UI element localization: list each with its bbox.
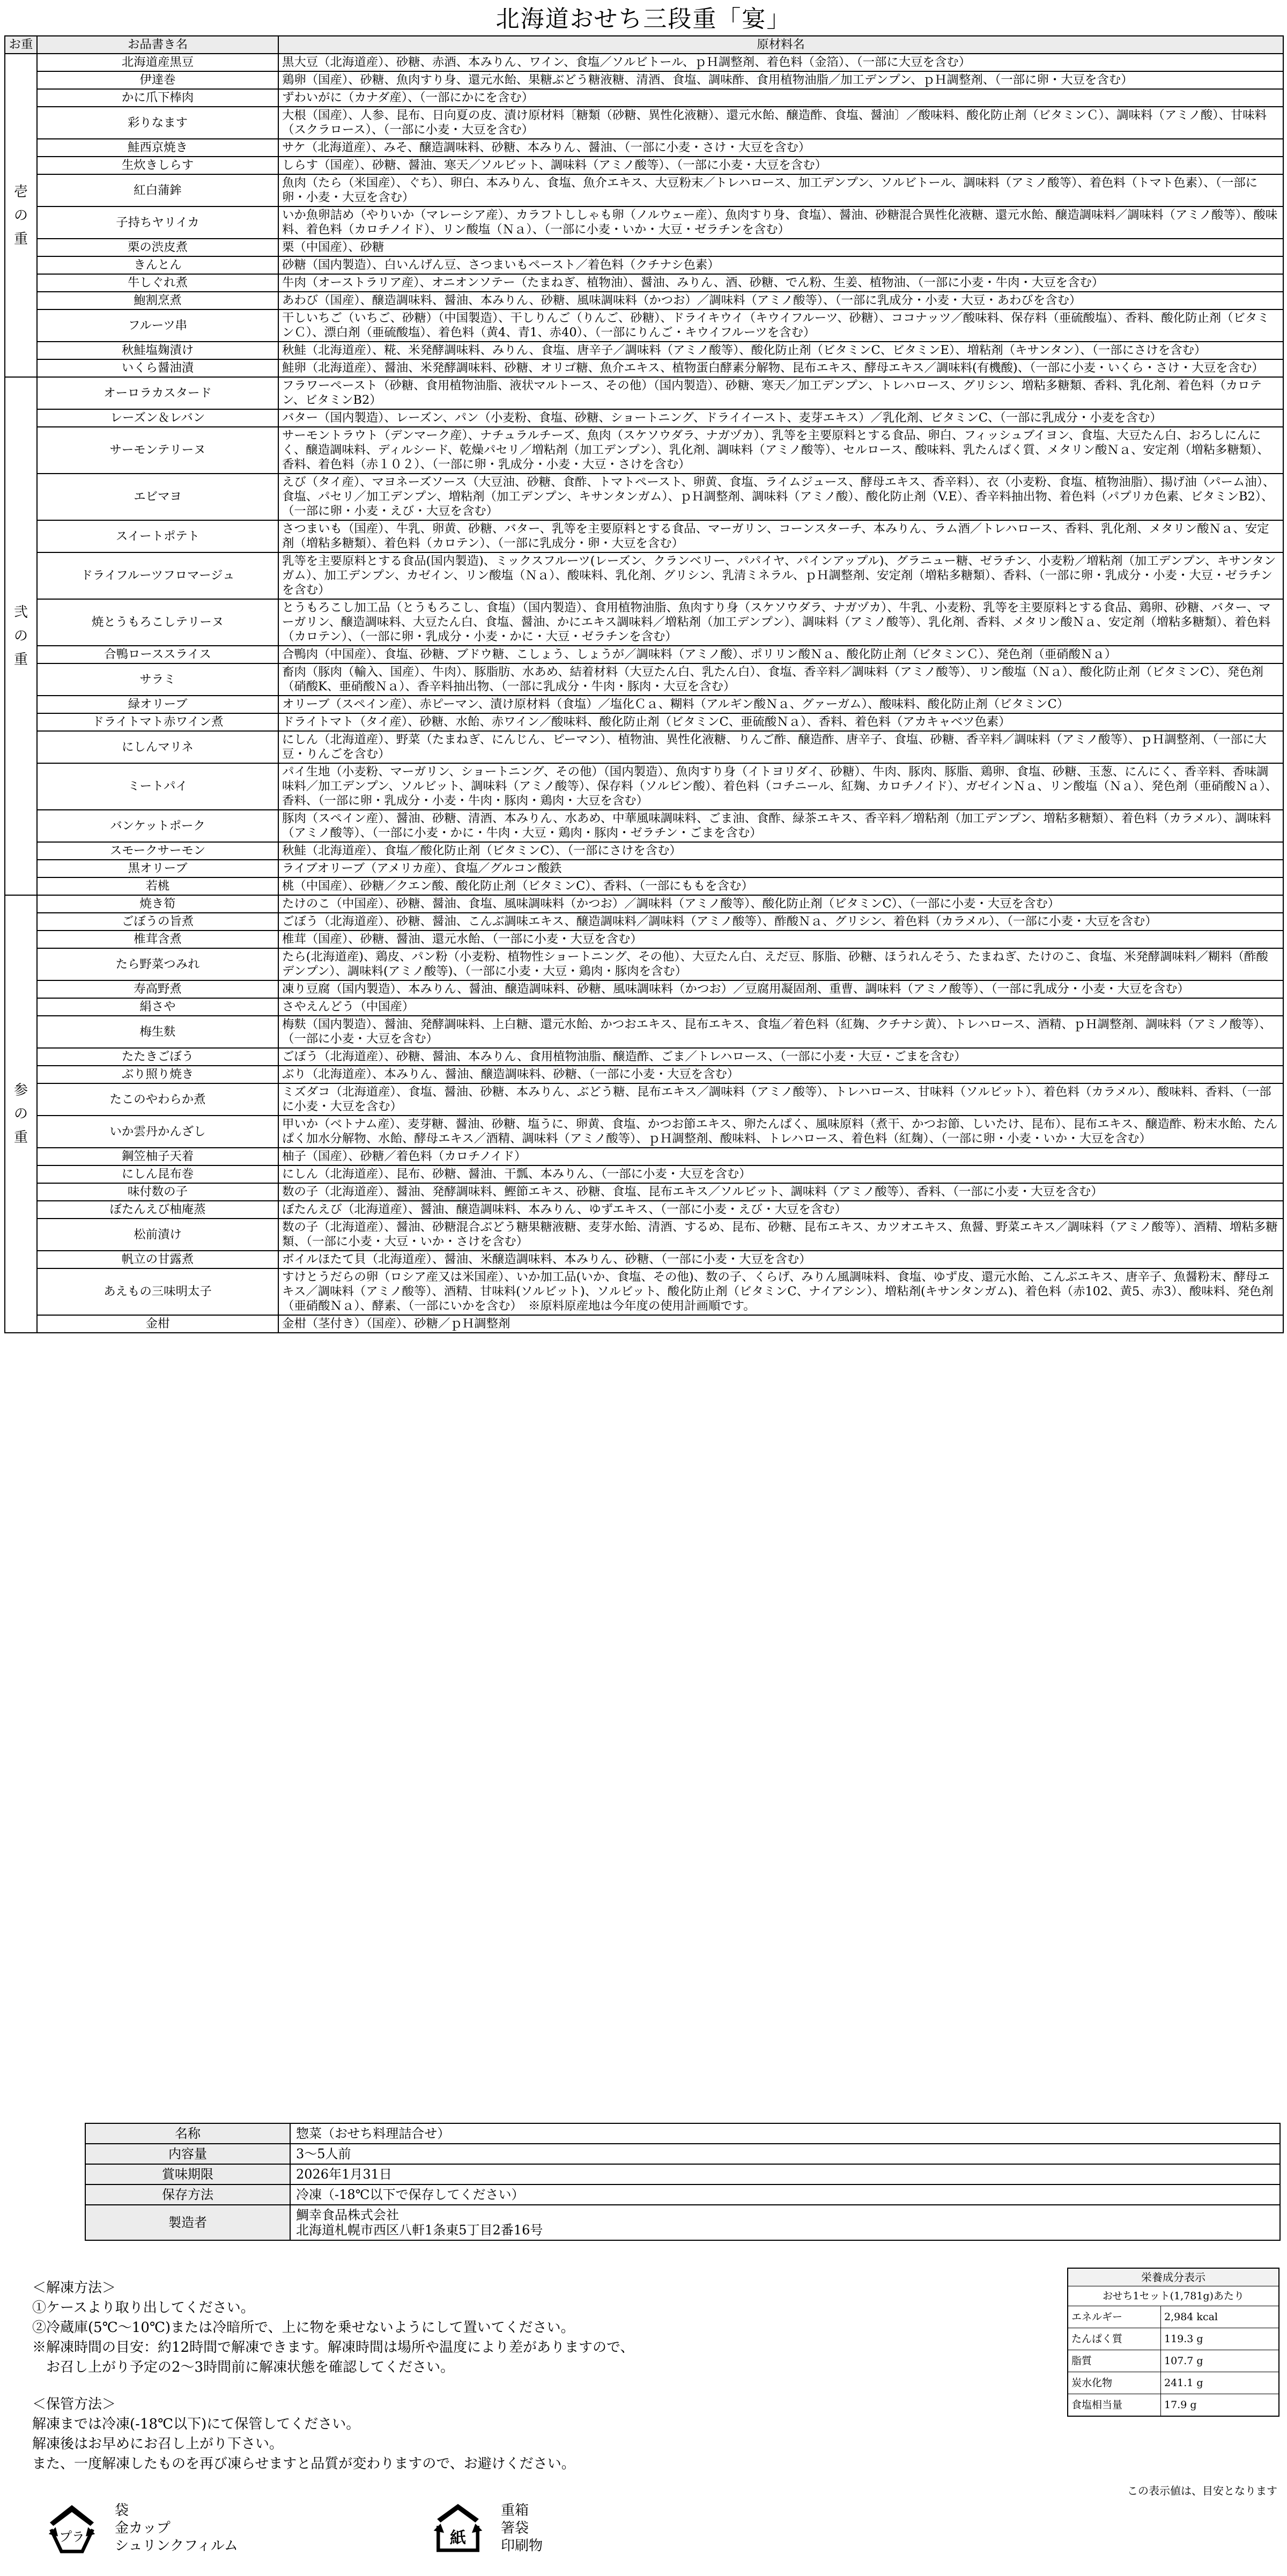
thaw-line: ※解凍時間の目安：約12時間で解凍できます。解凍時間は場所や温度により差がありますので、 <box>32 2339 634 2356</box>
info-value <box>290 2164 1280 2184</box>
paper-symbol: 紙 <box>449 2529 467 2548</box>
info-row <box>85 2144 1280 2164</box>
item-raw-materials: 金柑（茎付き）（国産）、砂糖／ｐＨ調整剤 <box>278 1315 1283 1333</box>
nutrition-facts-box <box>1067 2268 1279 2417</box>
thaw-line: ②冷蔵庫(5℃～10℃)または冷暗所で、上に物を乗せないようにして置いてください。 <box>32 2320 575 2336</box>
info-value-line: 3～5人前 <box>296 2146 351 2161</box>
table-row <box>5 980 1283 998</box>
nutrition-value: 241.1 g <box>1161 2372 1279 2394</box>
storage-line: また、一度解凍したものを再び凍らせますと品質が変わりますので、お避けください。 <box>32 2456 575 2472</box>
item-name: バンケットポーク <box>37 810 278 842</box>
nutrition-label: エネルギー <box>1068 2306 1161 2328</box>
tier-label <box>5 377 37 895</box>
nutrition-basis: おせち1セット(1,781g)あたり <box>1068 2286 1278 2306</box>
handling-notes <box>32 2278 1051 2474</box>
table-row <box>5 89 1283 107</box>
table-row <box>5 292 1283 309</box>
nutrition-value: 107.7 g <box>1161 2350 1279 2372</box>
item-raw-materials: とうもろこし加工品（とうもろこし、食塩）（国内製造）、食用植物油脂、魚肉すり身（スケソウダラ、ナガヅカ）、牛乳、小麦粉、乳等を主要原料とする食品、鶏卵、砂糖、バター、マーガリン、醸造調味料、大豆たん白、食塩、醤油、かにエキス調味料／増粘剤（加工デンプン）、調味料（アミノ酸等）、乳化剤、香料、メタリン酸Ｎａ、安定剤（増粘多糖類）、着色料（カロテン）、（一部に卵・乳成分・小麦・かに・大豆・ゼラチンを含む） <box>278 599 1283 646</box>
info-label: 名称 <box>85 2123 290 2144</box>
item-raw-materials: 黒大豆（北海道産）、砂糖、赤酒、本みりん、ワイン、食塩／ソルビトール、ｐＨ調整剤、着色料（金箔）、（一部に大豆を含む） <box>278 54 1283 71</box>
item-name: かに爪下棒肉 <box>37 89 278 107</box>
item-name: 鮑割烹煮 <box>37 292 278 309</box>
item-name: 生炊きしらす <box>37 157 278 174</box>
item-raw-materials: 乳等を主要原料とする食品(国内製造)、ミックスフルーツ(レーズン、クランベリー、パパイヤ、パインアップル)、グラニュー糖、ゼラチン、小麦粉／増粘剤（加工デンプン、キサンタンガム）、加工デンプン、カゼイン、リン酸塩（Ｎａ）、酸味料、乳化剤、グリシン、乳清ミネラル、ｐＨ調整剤、安定剤（増粘多糖類）、香料、（一部に卵・乳成分・小麦・大豆・ゼラチンを含む） <box>278 552 1283 599</box>
table-row <box>5 998 1283 1016</box>
item-raw-materials: 畜肉（豚肉（輸入、国産）、牛肉）、豚脂肪、水あめ、結着材料（大豆たん白、乳たん白）、食塩、香辛料／調味料（アミノ酸等）、リン酸塩（Ｎａ）、酸化防止剤（ビタミンC）、発色剤（硝酸K、亜硝酸Ｎａ）、香辛料抽出物、（一部に乳成分・牛肉・豚肉・大豆を含む） <box>278 663 1283 696</box>
item-name: 焼き筍 <box>37 895 278 913</box>
item-name: 梅生麩 <box>37 1016 278 1048</box>
tier-label-text: 参の重 <box>13 1082 28 1146</box>
table-row <box>5 1165 1283 1183</box>
table-row <box>5 274 1283 292</box>
item-raw-materials: 栗（中国産）、砂糖 <box>278 239 1283 256</box>
item-raw-materials: ボイルほたて貝（北海道産）、醤油、米醸造調味料、本みりん、砂糖、（一部に小麦・大豆を含む） <box>278 1251 1283 1268</box>
table-row <box>5 377 1283 409</box>
item-raw-materials: 凍り豆腐（国内製造）、本みりん、醤油、醸造調味料、砂糖、風味調味料（かつお）／豆腐用凝固剤、重曹、調味料（アミノ酸等）、（一部に乳成分・小麦・大豆を含む） <box>278 980 1283 998</box>
table-row <box>5 877 1283 895</box>
item-name: 秋鮭塩麹漬け <box>37 342 278 359</box>
table-row <box>5 1251 1283 1268</box>
info-value-line: 鯛幸食品株式会社 <box>296 2208 399 2223</box>
item-raw-materials: 甲いか（ベトナム産）、麦芽糖、醤油、砂糖、塩うに、卵黄、食塩、かつお節エキス、卵たんぱく、風味原料（煮干、かつお節、しいたけ、昆布）、昆布エキス、醸造酢、粉末水飴、たんぱく加水分解物、水飴、酵母エキス／酒精、調味料（アミノ酸等）、ｐＨ調整剤、酸味料、トレハロース、着色料（紅麹）、（一部に卵・小麦・いか・大豆を含む） <box>278 1116 1283 1148</box>
item-raw-materials: ずわいがに（カナダ産）、（一部にかにを含む） <box>278 89 1283 107</box>
item-raw-materials: オリーブ（スペイン産）、赤ピーマン、漬け原材料（食塩）／塩化Ｃａ、糊料（アルギン酸Ｎａ、グァーガム）、酸味料、酸化防止剤（ビタミンC） <box>278 696 1283 713</box>
nutrition-label: 炭水化物 <box>1068 2372 1161 2394</box>
nutrition-value: 119.3 g <box>1161 2328 1279 2350</box>
table-row <box>5 948 1283 980</box>
nutrition-title: 栄養成分表示 <box>1068 2269 1278 2286</box>
item-raw-materials: 数の子（北海道産）、醤油、発酵調味料、鰹節エキス、砂糖、食塩、昆布エキス／ソルビット、調味料（アミノ酸等）、香料、（一部に小麦・大豆を含む） <box>278 1183 1283 1201</box>
table-row <box>5 1083 1283 1116</box>
item-name: 鋼笠柚子天着 <box>37 1148 278 1165</box>
table-row <box>5 1219 1283 1251</box>
item-raw-materials: 秋鮭（北海道産）、糀、米発酵調味料、みりん、食塩、唐辛子／調味料（アミノ酸等）、酸化防止剤（ビタミンC、ビタミンE）、増粘剤（キサンタン）、（一部にさけを含む） <box>278 342 1283 359</box>
info-value-line: 2026年1月31日 <box>296 2167 392 2182</box>
item-name: 帆立の甘露煮 <box>37 1251 278 1268</box>
table-row <box>5 520 1283 552</box>
table-row <box>5 731 1283 763</box>
item-raw-materials: サケ（北海道産）、みそ、醸造調味料、砂糖、本みりん、醤油、（一部に小麦・さけ・大豆を含む） <box>278 139 1283 157</box>
table-row <box>5 54 1283 71</box>
thaw-line: ①ケースより取り出してください。 <box>32 2300 255 2316</box>
item-name: サラミ <box>37 663 278 696</box>
plastic-symbol: プラ <box>59 2529 85 2544</box>
table-row <box>5 1183 1283 1201</box>
ingredients-table <box>4 35 1284 1333</box>
table-row <box>5 342 1283 359</box>
table-row <box>5 552 1283 599</box>
item-name: 緑オリーブ <box>37 696 278 713</box>
table-row <box>5 107 1283 139</box>
plastic-item: シュリンクフィルム <box>115 2537 238 2554</box>
item-name: にしん昆布巻 <box>37 1165 278 1183</box>
header-item-name: お品書き名 <box>37 36 278 54</box>
nutrition-label: 脂質 <box>1068 2350 1161 2372</box>
item-name: たら野菜つみれ <box>37 948 278 980</box>
product-info-table <box>85 2123 1281 2241</box>
item-name: サーモンテリーヌ <box>37 427 278 474</box>
item-name: スモークサーモン <box>37 842 278 860</box>
item-raw-materials: フラワーペースト（砂糖、食用植物油脂、液状マルトース、その他）（国内製造）、砂糖、寒天／加工デンプン、トレハロース、グリシン、増粘多糖類、香料、乳化剤、着色料（カロテン、ビタミンB2） <box>278 377 1283 409</box>
item-raw-materials: 豚肉（スペイン産）、醤油、砂糖、清酒、本みりん、水あめ、中華風味調味料、ごま油、食酢、緑茶エキス、香辛料／増粘剤（加工デンプン、増粘多糖類）、着色料（カラメル）、調味料（アミノ酸等）、（一部に小麦・かに・牛肉・大豆・鶏肉・豚肉・ゼラチン・ごまを含む） <box>278 810 1283 842</box>
table-row <box>5 646 1283 663</box>
item-name: レーズン＆レバン <box>37 409 278 427</box>
table-row <box>5 713 1283 731</box>
table-row <box>5 1268 1283 1315</box>
info-label: 内容量 <box>85 2144 290 2164</box>
table-row <box>5 860 1283 877</box>
item-raw-materials: しらす（国産）、砂糖、醤油、寒天／ソルビット、調味料（アミノ酸等）、（一部に小麦・大豆を含む） <box>278 157 1283 174</box>
tier-label <box>5 895 37 1333</box>
item-name: いくら醤油漬 <box>37 359 278 377</box>
plastic-recycle-icon <box>43 2499 101 2557</box>
nutrition-value: 17.9 g <box>1164 2399 1197 2411</box>
item-name: オーロラカスタード <box>37 377 278 409</box>
info-value <box>290 2123 1280 2144</box>
table-row <box>5 842 1283 860</box>
item-name: 若桃 <box>37 877 278 895</box>
item-raw-materials: にしん（北海道産）、昆布、砂糖、醤油、干瓢、本みりん、（一部に小麦・大豆を含む） <box>278 1165 1283 1183</box>
ingredients-body <box>5 54 1283 1333</box>
table-header-row <box>5 36 1283 54</box>
info-value-line: 北海道札幌市西区八軒1条東5丁目2番16号 <box>296 2223 543 2238</box>
nutrition-row <box>1068 2306 1278 2328</box>
item-name: いか雲丹かんざし <box>37 1116 278 1148</box>
item-name: たこのやわらか煮 <box>37 1083 278 1116</box>
header-tier: お重 <box>5 36 37 54</box>
item-name: 鮭西京焼き <box>37 139 278 157</box>
item-name: 焼とうもろこしテリーヌ <box>37 599 278 646</box>
plastic-item: 金カップ <box>115 2520 171 2536</box>
item-raw-materials: 大根（国産）、人参、昆布、日向夏の皮、漬け原材料〔糖類（砂糖、異性化液糖）、還元水飴、醸造酢、食塩、醤油〕／酸味料、酸化防止剤（ビタミンＣ）、調味料（アミノ酸）、甘味料（スクラロース）、（一部に小麦・大豆を含む） <box>278 107 1283 139</box>
item-raw-materials: たけのこ（中国産）、砂糖、醤油、食塩、風味調味料（かつお）／調味料（アミノ酸等）、酸化防止剤（ビタミンC）、（一部に小麦・大豆を含む） <box>278 895 1283 913</box>
table-row <box>5 359 1283 377</box>
nutrition-label: たんぱく質 <box>1068 2328 1161 2350</box>
table-row <box>5 71 1283 89</box>
tier-label-text: 弐の重 <box>13 604 28 668</box>
table-row <box>5 599 1283 646</box>
paper-item: 印刷物 <box>501 2537 543 2554</box>
item-name: ドライトマト赤ワイン煮 <box>37 713 278 731</box>
item-raw-materials: にしん（北海道産）、野菜（たまねぎ、にんじん、ピーマン）、植物油、異性化液糖、りんご酢、醸造酢、唐辛子、食塩、砂糖、香辛料／調味料（アミノ酸等）、ｐＨ調整剤、（一部に大豆・りんごを含む） <box>278 731 1283 763</box>
table-row <box>5 239 1283 256</box>
table-row <box>5 1201 1283 1219</box>
table-row <box>5 1148 1283 1165</box>
nutrition-label: 食塩相当量 <box>1068 2394 1161 2416</box>
nutrition-value: 2,984 kcal <box>1161 2306 1279 2328</box>
info-row <box>85 2205 1280 2240</box>
table-row <box>5 474 1283 520</box>
item-raw-materials: ぶり（北海道産）、本みりん、醤油、醸造調味料、砂糖、（一部に小麦・大豆を含む） <box>278 1066 1283 1083</box>
info-label: 製造者 <box>85 2205 290 2240</box>
item-raw-materials: 合鴨肉（中国産）、食塩、砂糖、ブドウ糖、こしょう、しょうが／調味料（アミノ酸）、ポリリン酸Ｎａ、酸化防止剤（ビタミンＣ）、発色剤（亜硝酸Ｎａ） <box>278 646 1283 663</box>
item-raw-materials: 砂糖（国内製造）、白いんげん豆、さつまいもペースト／着色料（クチナシ色素） <box>278 256 1283 274</box>
item-name: あえもの三味明太子 <box>37 1268 278 1315</box>
item-name: 子持ちヤリイカ <box>37 206 278 239</box>
item-raw-materials: パイ生地（小麦粉、マーガリン、ショートニング、その他）（国内製造）、魚肉すり身（イトヨリダイ、砂糖）、牛肉、豚肉、豚脂、鶏卵、食塩、砂糖、玉葱、にんにく、香辛料、香味調味料／加工デンプン、ソルビット、調味料（アミノ酸等）、保存料（ソルビン酸）、着色料（コチニール、紅麹、カロチノイド）、ガゼインＮａ、リン酸塩（Ｎａ）、発色剤（亜硝酸Ｎａ）、香料、（一部に卵・乳成分・小麦・牛肉・豚肉・鶏肉・大豆を含む） <box>278 763 1283 810</box>
table-row <box>5 256 1283 274</box>
item-name: 椎茸含煮 <box>37 931 278 948</box>
info-value <box>290 2205 1280 2240</box>
item-raw-materials: たら(北海道産)、鶏皮、パン粉（小麦粉、植物性ショートニング、その他）、大豆たん白、えだ豆、豚脂、砂糖、ほうれんそう、たまねぎ、たけのこ、食塩、米発酵調味料／糊料（酢酸デンプン）、調味料(アミノ酸等)、（一部に小麦・大豆・鶏肉・豚肉を含む） <box>278 948 1283 980</box>
table-row <box>5 1016 1283 1048</box>
item-raw-materials: ごぼう（北海道産）、砂糖、醤油、こんぶ調味エキス、醸造調味料／調味料（アミノ酸等）、酢酸Ｎａ、グリシン、着色料（カラメル）、（一部に小麦・大豆を含む） <box>278 913 1283 931</box>
item-name: 黒オリーブ <box>37 860 278 877</box>
table-row <box>5 763 1283 810</box>
paper-recycle-mark <box>429 2499 543 2557</box>
item-raw-materials: 柚子（国産）、砂糖／着色料（カロチノイド） <box>278 1148 1283 1165</box>
header-raw-materials: 原材料名 <box>278 36 1283 54</box>
storage-heading: ＜保管方法＞ <box>32 2396 116 2412</box>
item-raw-materials: 椎茸（国産）、砂糖、醤油、還元水飴、（一部に小麦・大豆を含む） <box>278 931 1283 948</box>
paper-recycle-icon <box>429 2499 487 2557</box>
item-raw-materials: さつまいも（国産）、牛乳、卵黄、砂糖、バター、乳等を主要原料とする食品、マーガリン、コーンスターチ、本みりん、ラム酒／トレハロース、香料、乳化剤、メタリン酸Ｎａ、安定剤（増粘多糖類）、着色料（カロテン）、（一部に乳成分・卵・大豆を含む） <box>278 520 1283 552</box>
paper-item: 箸袋 <box>501 2520 529 2536</box>
nutrition-row <box>1068 2328 1278 2350</box>
item-raw-materials: 鶏卵（国産）、砂糖、魚肉すり身、還元水飴、果糖ぶどう糖液糖、清酒、食塩、調味酢、食用植物油脂／加工デンプン、ｐＨ調整剤、（一部に卵・大豆を含む） <box>278 71 1283 89</box>
table-row <box>5 157 1283 174</box>
item-name: 伊達巻 <box>37 71 278 89</box>
item-name: ドライフルーツフロマージュ <box>37 552 278 599</box>
table-row <box>5 1048 1283 1066</box>
item-name: きんとん <box>37 256 278 274</box>
info-row <box>85 2164 1280 2184</box>
item-raw-materials: いか魚卵詰め（やりいか（マレーシア産）、カラフトししゃも卵（ノルウェー産）、魚肉すり身、食塩）、醤油、砂糖混合異性化液糖、還元水飴、醸造調味料／調味料（アミノ酸等）、酸味料、着色料（カロチノイド）、リン酸塩（Ｎａ）、（一部に小麦・いか・大豆・ゼラチンを含む） <box>278 206 1283 239</box>
item-raw-materials: サーモントラウト（デンマーク産）、ナチュラルチーズ、魚肉（スケソウダラ、ナガヅカ）、乳等を主要原料とする食品、卵白、フィッシュブイヨン、食塩、大豆たん白、おろしにんにく、醸造調味料、ディルシード、乾燥パセリ／増粘剤（加工デンプン）、乳化剤、調味料（アミノ酸等）、セルロース、酸味料、乳たんぱく質、メタリン酸Ｎａ、安定剤（増粘多糖類）、香料、着色料（赤１０２）、（一部に卵・乳成分・小麦・大豆・さけを含む） <box>278 427 1283 474</box>
item-name: たたきごぼう <box>37 1048 278 1066</box>
item-raw-materials: あわび（国産）、醸造調味料、醤油、本みりん、砂糖、風味調味料（かつお）／調味料（アミノ酸等）、（一部に乳成分・小麦・大豆・あわびを含む） <box>278 292 1283 309</box>
item-name: スイートポテト <box>37 520 278 552</box>
tier-label <box>5 54 37 377</box>
paper-item: 重箱 <box>501 2502 529 2519</box>
item-raw-materials: 干しいちご（いちご、砂糖）（中国製造）、干しりんご（りんご、砂糖）、ドライキウイ（キウイフルーツ、砂糖）、ココナッツ／酸味料、保存料（亜硫酸塩）、香料、酸化防止剤（ビタミンＣ）、漂白剤（亜硫酸塩）、着色料（黄4、青1、赤40）、（一部にりんご・キウイフルーツを含む） <box>278 309 1283 342</box>
item-raw-materials: バター（国内製造）、レーズン、パン（小麦粉、食塩、砂糖、ショートニング、ドライイースト、麦芽エキス）／乳化剤、ビタミンC、（一部に乳成分・小麦を含む） <box>278 409 1283 427</box>
item-name: エビマヨ <box>37 474 278 520</box>
item-raw-materials: 秋鮭（北海道産）、食塩／酸化防止剤（ビタミンC）、（一部にさけを含む） <box>278 842 1283 860</box>
item-name: ごぼうの旨煮 <box>37 913 278 931</box>
info-value-line: 冷凍（-18℃以下で保存してください） <box>296 2187 524 2202</box>
item-name: 紅白蒲鉾 <box>37 174 278 206</box>
storage-line: 解凍後はお早めにお召し上がり下さい。 <box>32 2436 284 2452</box>
item-name: ぶり照り焼き <box>37 1066 278 1083</box>
plastic-item-list <box>115 2502 238 2555</box>
item-name: 絹さや <box>37 998 278 1016</box>
info-value <box>290 2184 1280 2205</box>
info-row <box>85 2184 1280 2205</box>
info-label: 賞味期限 <box>85 2164 290 2184</box>
table-row <box>5 913 1283 931</box>
item-name: 栗の渋皮煮 <box>37 239 278 256</box>
item-raw-materials: すけとうだらの卵（ロシア産又は米国産）、いか加工品(いか、食塩、その他)、数の子、くらげ、みりん風調味料、食塩、ゆず皮、還元水飴、こんぶエキス、唐辛子、魚醤粉末、酵母エキス／調味料（アミノ酸等）、酒精、甘味料(ソルビット)、ソルビット、酸化防止剤（ビタミンC、ナイアシン）、増粘剤(キサンタンガム)、着色料（赤102、黄5、赤3）、酸味料、発色剤（亜硝酸Ｎａ）、酵素、（一部にいかを含む） ※原料原産地は今年度の使用計画順です。 <box>278 1268 1283 1315</box>
item-name: ミートパイ <box>37 763 278 810</box>
table-row <box>5 810 1283 842</box>
table-row <box>5 663 1283 696</box>
item-raw-materials: 鮭卵（北海道産）、醤油、米発酵調味料、砂糖、オリゴ糖、魚介エキス、植物蛋白酵素分解物、昆布エキス、酵母エキス／調味料(有機酸)、（一部に小麦・いくら・さけ・大豆を含む） <box>278 359 1283 377</box>
item-raw-materials: 牛肉（オーストラリア産）、オニオンソテー（たまねぎ、植物油）、醤油、みりん、酒、砂糖、でん粉、生姜、植物油、（一部に小麦・牛肉・大豆を含む） <box>278 274 1283 292</box>
info-label: 保存方法 <box>85 2184 290 2205</box>
info-row <box>85 2123 1280 2144</box>
table-row <box>5 696 1283 713</box>
document-title: 北海道おせち三段重「宴」 <box>495 5 792 33</box>
item-raw-materials: 数の子（北海道産）、醤油、砂糖混合ぶどう糖果糖液糖、麦芽水飴、清酒、するめ、昆布、砂糖、昆布エキス、カツオエキス、魚醤、野菜エキス／調味料（アミノ酸等）、酒精、増粘多糖類、（一部に小麦・大豆・いか・さけを含む） <box>278 1219 1283 1251</box>
item-raw-materials: えび（タイ産）、マヨネーズソース（大豆油、砂糖、食酢、トマトペースト、卵黄、食塩、ライムジュース、酵母エキス、香辛料）、衣（小麦粉、食塩、植物油脂）、揚げ油（パーム油）、食塩、パセリ／加工デンプン、増粘剤（加工デンプン、キサンタンガム）、ｐＨ調整剤、調味料（アミノ酸）、酸化防止剤（V.E）、香辛料抽出物、着色料（パプリカ色素、ビタミンB2）、（一部に卵・小麦・えび・大豆を含む） <box>278 474 1283 520</box>
table-row <box>5 409 1283 427</box>
item-name: にしんマリネ <box>37 731 278 763</box>
table-row <box>5 1315 1283 1333</box>
nutrition-row <box>1068 2394 1278 2416</box>
item-name: フルーツ串 <box>37 309 278 342</box>
plastic-recycle-mark <box>43 2499 238 2557</box>
thaw-heading: ＜解凍方法＞ <box>32 2280 116 2296</box>
info-value-line: 惣菜（おせち料理詰合せ） <box>296 2126 450 2141</box>
item-raw-materials: ミズダコ（北海道産）、食塩、醤油、砂糖、本みりん、ぶどう糖、昆布エキス／調味料（アミノ酸等）、トレハロース、甘味料（ソルビット）、着色料（カラメル）、酸味料、香料、（一部に小麦・大豆を含む） <box>278 1083 1283 1116</box>
table-row <box>5 174 1283 206</box>
thaw-line: お召し上がり予定の2～3時間前に解凍状態を確認してください。 <box>32 2359 455 2375</box>
item-name: ぼたんえび柚庵蒸 <box>37 1201 278 1219</box>
storage-line: 解凍までは冷凍(-18℃以下)にて保管してください。 <box>32 2416 360 2432</box>
item-name: 味付数の子 <box>37 1183 278 1201</box>
item-raw-materials: ドライトマト（タイ産）、砂糖、水飴、赤ワイン／酸味料、酸化防止剤（ビタミンC、亜硫酸Ｎａ）、香料、着色料（アカキャベツ色素） <box>278 713 1283 731</box>
item-name: 金柑 <box>37 1315 278 1333</box>
table-row <box>5 139 1283 157</box>
plastic-item: 袋 <box>115 2502 129 2519</box>
item-raw-materials: ライブオリーブ（アメリカ産）、食塩／グルコン酸鉄 <box>278 860 1283 877</box>
nutrition-table <box>1068 2306 1278 2416</box>
tier-label-text: 壱の重 <box>13 183 28 247</box>
item-name: 合鴨ローススライス <box>37 646 278 663</box>
item-name: 松前漬け <box>37 1219 278 1251</box>
item-raw-materials: ごぼう（北海道産）、砂糖、醤油、本みりん、食用植物油脂、醸造酢、ごま／トレハロース、（一部に小麦・大豆・ごまを含む） <box>278 1048 1283 1066</box>
item-name: 北海道産黒豆 <box>37 54 278 71</box>
table-row <box>5 309 1283 342</box>
item-raw-materials: 桃（中国産）、砂糖／クエン酸、酸化防止剤（ビタミンC）、香料、（一部にももを含む） <box>278 877 1283 895</box>
item-raw-materials: 梅麩（国内製造）、醤油、発酵調味料、上白糖、還元水飴、かつおエキス、昆布エキス、食塩／着色料（紅麹、クチナシ黄）、トレハロース、酒精、ｐＨ調整剤、調味料（アミノ酸等）、（一部に小麦・大豆を含む） <box>278 1016 1283 1048</box>
table-row <box>5 895 1283 913</box>
spacer <box>32 2378 1051 2395</box>
nutrition-row <box>1068 2372 1278 2394</box>
item-name: 牛しぐれ煮 <box>37 274 278 292</box>
table-row <box>5 1116 1283 1148</box>
paper-item-list <box>501 2502 543 2555</box>
nutrition-note: この表示値は、目安となります <box>1127 2484 1277 2497</box>
item-raw-materials: さやえんどう（中国産） <box>278 998 1283 1016</box>
table-row <box>5 931 1283 948</box>
item-raw-materials: 魚肉（たら（米国産）、ぐち）、卵白、本みりん、食塩、魚介エキス、大豆粉末／トレハロース、加工デンプン、ソルビトール、調味料（アミノ酸等）、着色料（トマト色素）、（一部に卵・小麦・大豆を含む） <box>278 174 1283 206</box>
item-name: 彩りなます <box>37 107 278 139</box>
info-value <box>290 2144 1280 2164</box>
item-raw-materials: ぼたんえび（北海道産）、醤油、醸造調味料、本みりん、ゆずエキス、（一部に小麦・えび・大豆を含む） <box>278 1201 1283 1219</box>
table-row <box>5 206 1283 239</box>
nutrition-row <box>1068 2350 1278 2372</box>
table-row <box>5 427 1283 474</box>
table-row <box>5 1066 1283 1083</box>
item-name: 寿高野煮 <box>37 980 278 998</box>
